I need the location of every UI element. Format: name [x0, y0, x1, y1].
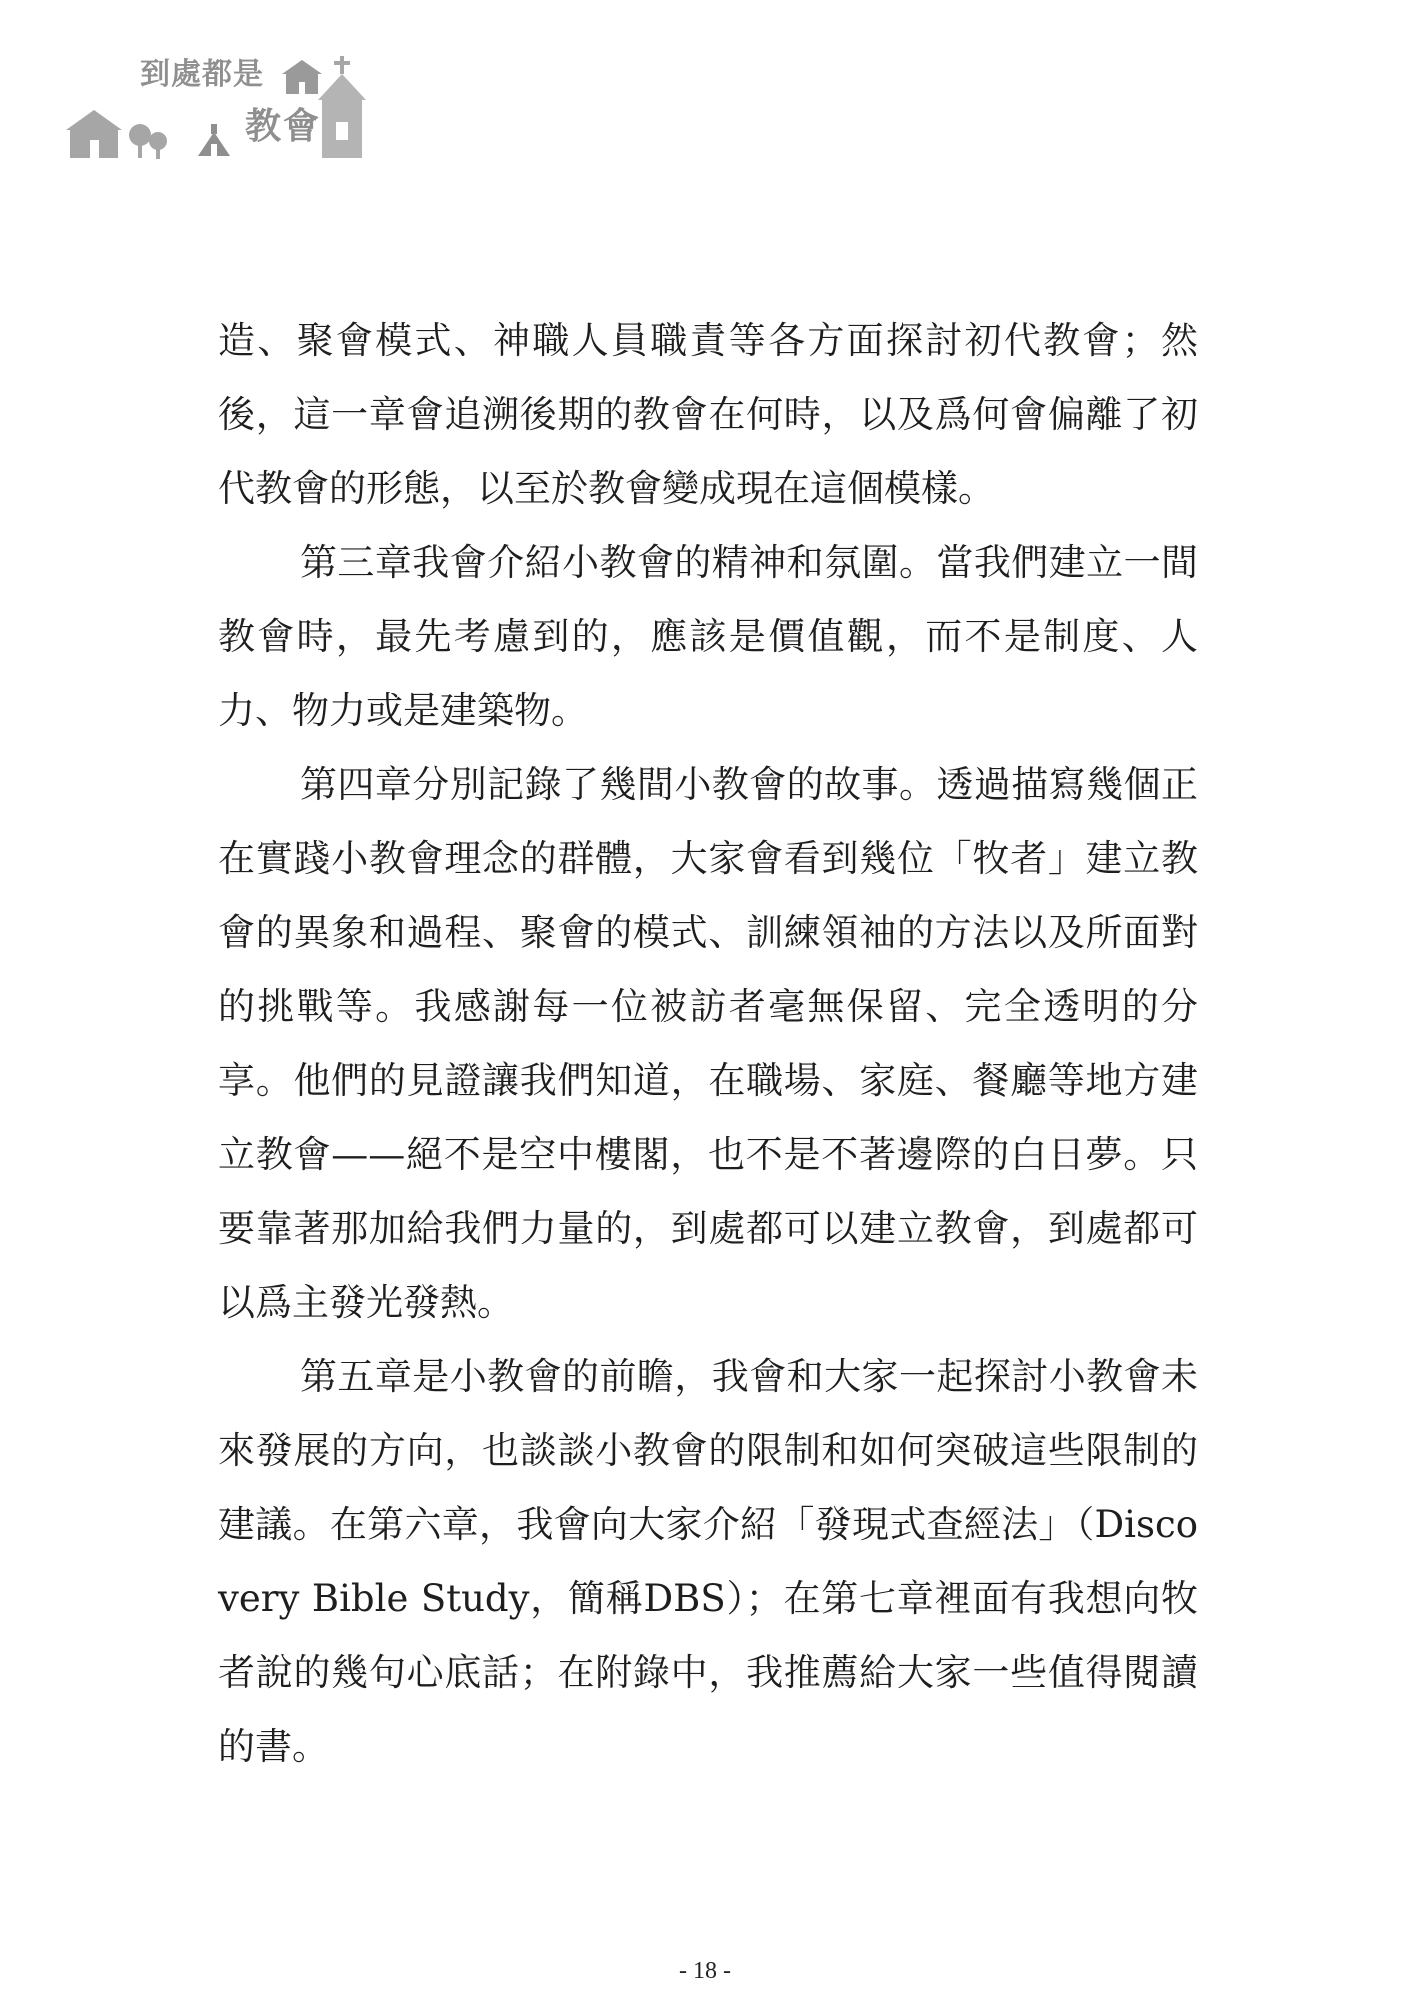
- logo-title-line1: 到處都是: [140, 57, 264, 92]
- paragraph: 造、聚會模式、神職人員職責等各方面探討初代教會；然後，這一章會追溯後期的教會在何時，以及爲何會偏離了初代教會的形態，以至於教會變成現在這個模樣。: [218, 319, 1198, 510]
- logo-title-line2: 教會: [245, 105, 322, 147]
- church-icon: [318, 74, 366, 158]
- church-icon: [198, 124, 230, 156]
- paragraph: 第三章我會介紹小教會的精神和氛圍。當我們建立一間教會時，最先考慮到的，應該是價值觀，而不是制度、人力、物力或是建築物。: [218, 541, 1198, 732]
- house-icon: [66, 110, 122, 158]
- house-icon: [282, 60, 322, 94]
- tree-icon: [129, 124, 167, 159]
- paragraph: 第五章是小教會的前瞻，我會和大家一起探討小教會未來發展的方向，也談談小教會的限制和如何突破這些限制的建議。在第六章，我會向大家介紹「發現式查經法」（Discovery Bible Study，簡稱DBS）；在第七章裡面有我想向牧者說的幾句心底話；在附錄中，我推薦給大家一些值得閱讀的書。: [218, 1355, 1198, 1768]
- header-logo: [60, 52, 400, 162]
- cross-icon: [334, 56, 350, 74]
- page-body: [218, 304, 1198, 1784]
- paragraph: 第四章分別記錄了幾間小教會的故事。透過描寫幾個正在實踐小教會理念的群體，大家會看到幾位「牧者」建立教會的異象和過程、聚會的模式、訓練領袖的方法以及所面對的挑戰等。我感謝每一位被訪者毫無保留、完全透明的分享。他們的見證讓我們知道，在職場、家庭、餐廳等地方建立教會——絕不是空中樓閣，也不是不著邊際的白日夢。只要靠著那加給我們力量的，到處都可以建立教會，到處都可以爲主發光發熱。: [218, 763, 1198, 1324]
- page-number: - 18 -: [679, 1958, 731, 1984]
